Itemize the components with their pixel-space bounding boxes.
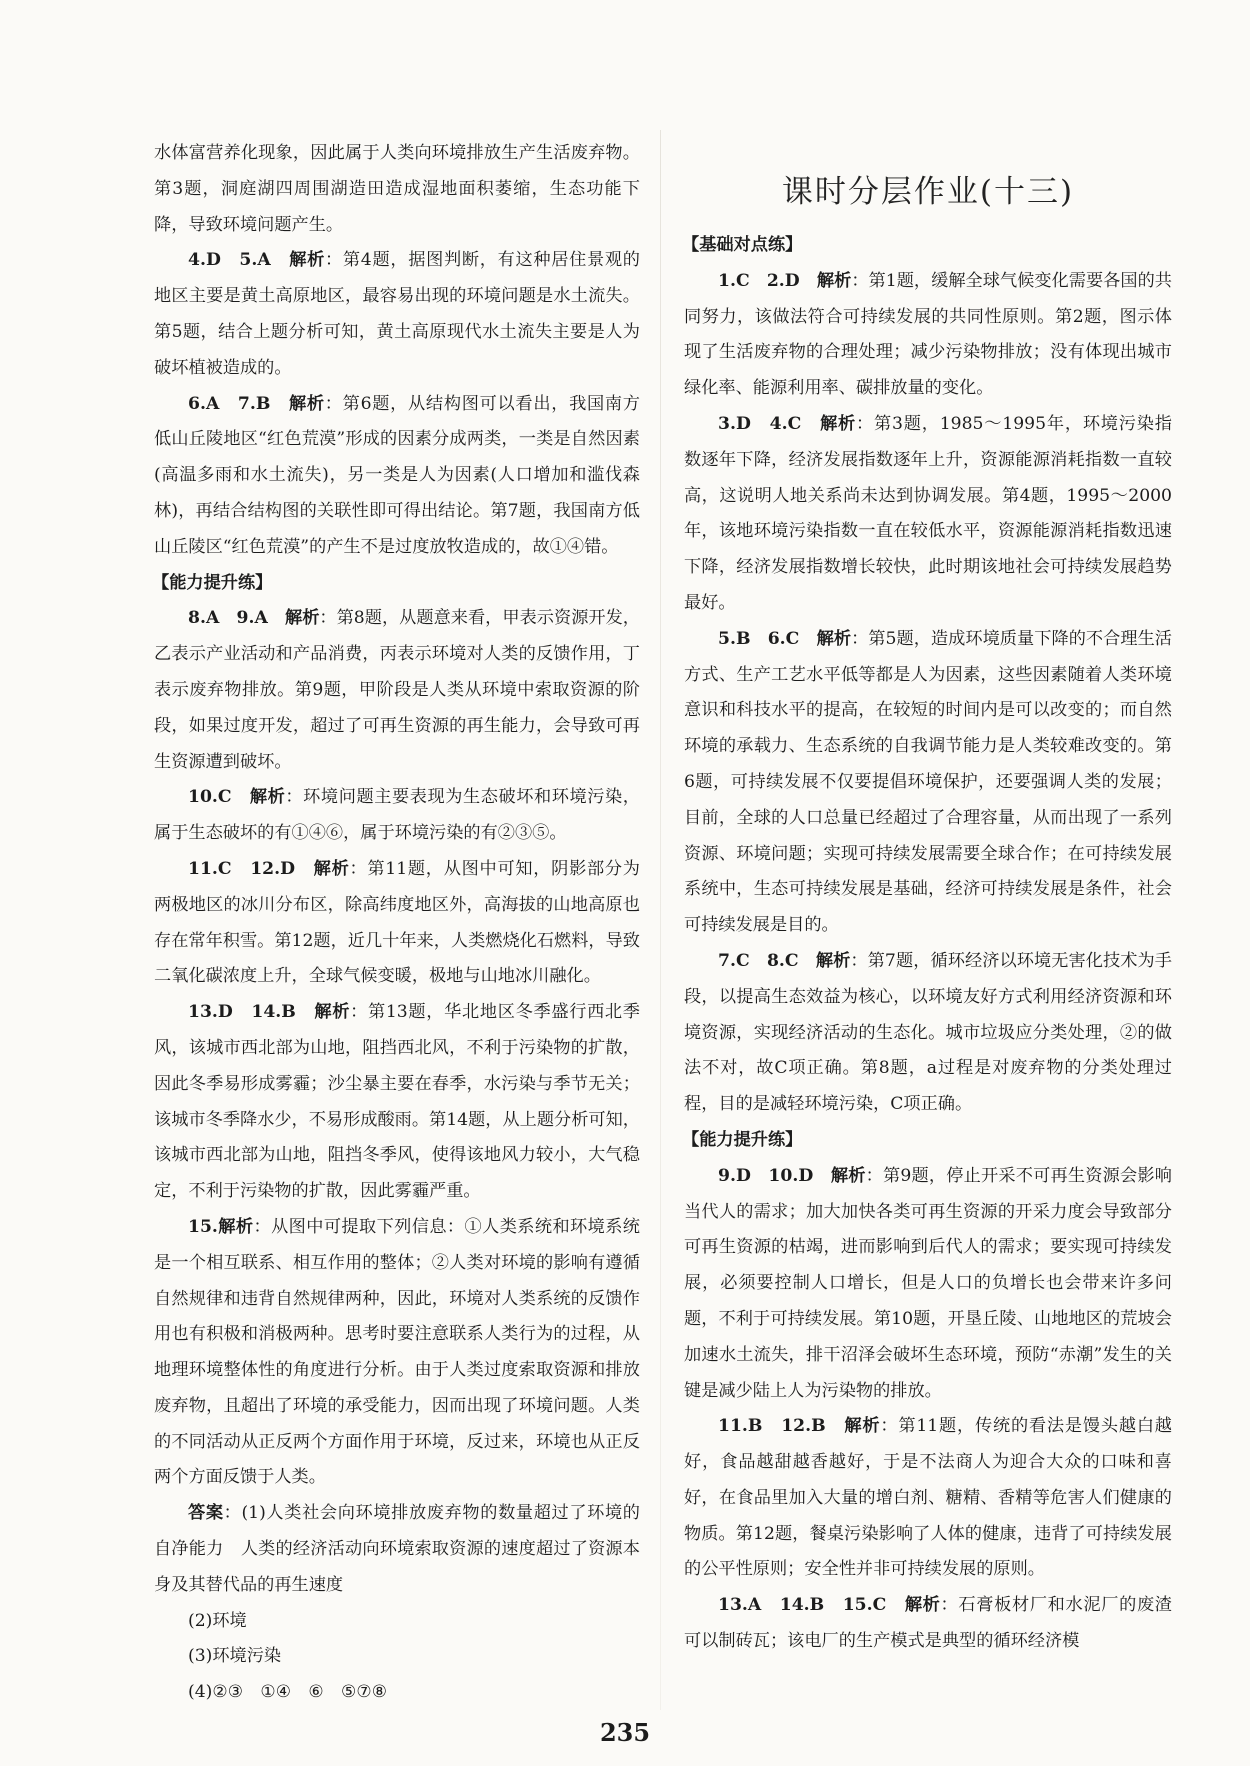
answer-paragraph — [154, 1210, 640, 1496]
analysis-label: 解析 — [249, 787, 286, 808]
analysis-label: 解析 — [820, 413, 857, 434]
answer-key: 7.C 8.C — [718, 950, 816, 971]
analysis-label: 解析 — [830, 1165, 866, 1186]
answer-paragraph — [154, 780, 640, 852]
answer-key: 3.D 4.C — [718, 413, 821, 434]
analysis-text: ：第1题，缓解全球气候变化需要各国的共同努力，该做法符合可持续发展的共同性原则。第2题，图示体现了生活废弃物的合理处理；减少污染物排放；没有体现出城市绿化率、能源利用率、碳排放量的变化。 — [684, 270, 1172, 399]
answer-item: (3)环境污染 — [188, 1646, 282, 1667]
analysis-text: ：第4题，据图判断，有这种居住景观的地区主要是黄土高原地区，最容易出现的环境问题是水土流失。第5题，结合上题分析可知，黄土高原现代水土流失主要是人为破坏植被造成的。 — [154, 250, 640, 378]
column-gutter — [660, 130, 661, 1710]
analysis-label: 解析 — [285, 608, 320, 629]
paragraph: 水体富营养化现象，因此属于人类向环境排放生产生活废弃物。第3题，洞庭湖四周围湖造田造成湿地面积萎缩，生态功能下降，导致环境问题产生。 — [154, 143, 640, 235]
answer-key: 4.D 5.A — [188, 250, 290, 271]
answer-label: 答案 — [188, 1503, 224, 1524]
answer-key: 15. — [188, 1216, 218, 1237]
analysis-label: 解析 — [314, 1002, 351, 1023]
answer-key: 1.C 2.D — [718, 270, 817, 291]
answer-paragraph — [684, 1159, 1172, 1410]
answer-key: 13.D 14.B — [188, 1002, 315, 1023]
left-column — [154, 136, 640, 1711]
answer-key: 13.A 14.B 15.C — [718, 1595, 905, 1616]
page-number: 235 — [599, 1718, 651, 1747]
answer-paragraph — [684, 264, 1172, 407]
answer-key: 10.C — [188, 787, 250, 808]
answer-key: 9.D 10.D — [718, 1165, 831, 1186]
answer-key: 8.A 9.A — [188, 608, 285, 629]
right-column — [684, 162, 1172, 1660]
analysis-label: 解析 — [289, 250, 326, 271]
analysis-label: 解析 — [816, 270, 852, 291]
answer-paragraph — [684, 407, 1172, 622]
answer-paragraph — [154, 852, 640, 995]
analysis-text: ：第3题，1985～1995年，环境污染指数逐年下降，经济发展指数逐年上升，资源能源消耗指数一直较高，这说明人地关系尚未达到协调发展。第4题，1995～2000年，该地环境污染指数一直在较低水平，资源能源消耗指数迅速下降，经济发展指数增长较快，此时期该地社会可持续发展趋势最好。 — [684, 413, 1172, 613]
answer-paragraph — [684, 1588, 1172, 1660]
answer-item: (2)环境 — [188, 1610, 247, 1631]
analysis-text: ：第11题，传统的看法是馒头越白越好，食品越甜越香越好，于是不法商人为迎合大众的口味和喜好，在食品里加入大量的增白剂、糖精、香精等危害人们健康的物质。第12题，餐桌污染影响了人体的健康，违背了可持续发展的公平性原则；安全性并非可持续发展的原则。 — [684, 1416, 1172, 1580]
answer-key: 6.A 7.B — [188, 393, 289, 414]
section-heading: 【 基础对点练 】 — [682, 228, 1172, 264]
analysis-text: ：第9题，停止开采不可再生资源会影响当代人的需求；加大加快各类可再生资源的开采力度会导致部分可再生资源的枯竭，进而影响到后代人的需求；要实现可持续发展，必须要控制人口增长，但是人口的负增长也会带来许多问题，不利于可持续发展。第10题，开垦丘陵、山地地区的荒坡会加速水土流失，排干沼泽会破坏生态环境，预防“赤潮”发生的关键是减少陆上人为污染物的排放。 — [684, 1165, 1172, 1401]
analysis-text: ：石膏板材厂和水泥厂的废渣可以制砖瓦；该电厂的生产模式是典型的循环经济模 — [684, 1595, 1172, 1652]
answer-paragraph — [154, 601, 640, 780]
answer-key: 11.B 12.B — [718, 1416, 845, 1437]
analysis-text: ：第6题，从结构图可以看出，我国南方低山丘陵地区“红色荒漠”形成的因素分成两类，一类是自然因素(高温多雨和水土流失)，另一类是人为因素(人口增加和滥伐森林)，再结合结构图的关联性即可得出结论。第7题，我国南方低山丘陵区“红色荒漠”的产生不是过度放牧造成的，故①④错。 — [154, 393, 640, 557]
final-answer — [154, 1496, 640, 1603]
analysis-label: 解析 — [816, 628, 852, 649]
section-heading: 【 能力提升练 】 — [152, 566, 640, 602]
analysis-text: ：第13题，华北地区冬季盛行西北季风，该城市西北部为山地，阻挡西北风，不利于污染物的扩散，因此冬季易形成雾霾；沙尘暴主要在春季，水污染与季节无关；该城市冬季降水少，不易形成酸雨。第14题，从上题分析可知，该城市西北部为山地，阻挡冬季风，使得该地风力较小，大气稳定，不利于污染物的扩散，因此雾霾严重。 — [154, 1002, 640, 1202]
answer-key: 11.C 12.D — [188, 858, 314, 879]
analysis-label: 解析 — [217, 1216, 254, 1237]
analysis-text: ：从图中可提取下列信息：①人类系统和环境系统是一个相互联系、相互作用的整体；②人类对环境的影响有遵循自然规律和违背自然规律两种，因此，环境对人类系统的反馈作用也有积极和消极两种。思考时要注意联系人类行为的过程，从地理环境整体性的角度进行分析。由于人类过度索取资源和排放废弃物，且超出了环境的承受能力，因而出现了环境问题。人类的不同活动从正反两个方面作用于环境，反过来，环境也从正反两个方面反馈于人类。 — [154, 1216, 640, 1488]
analysis-label: 解析 — [288, 393, 325, 414]
answer-key: 5.B 6.C — [718, 628, 817, 649]
answer-paragraph — [684, 944, 1172, 1123]
section-heading: 【 能力提升练 】 — [682, 1123, 1172, 1159]
analysis-label: 解析 — [904, 1595, 941, 1616]
answer-paragraph — [154, 243, 640, 386]
analysis-text: ：第7题，循环经济以环境无害化技术为手段，以提高生态效益为核心，以环境友好方式利用经济资源和环境资源，实现经济活动的生态化。城市垃圾应分类处理，②的做法不对，故C项正确。第8题，a过程是对废弃物的分类处理过程，目的是减轻环境污染，C项正确。 — [684, 950, 1172, 1115]
answer-item: (4)②③ ①④ ⑥ ⑤⑦⑧ — [188, 1682, 388, 1703]
analysis-label: 解析 — [313, 858, 350, 879]
answer-paragraph — [154, 387, 640, 566]
analysis-text: ：第11题，从图中可知，阴影部分为两极地区的冰川分布区，除高纬度地区外，高海拔的山地高原也存在常年积雪。第12题，近几十年来，人类燃烧化石燃料，导致二氧化碳浓度上升，全球气候变暖，极地与山地冰川融化。 — [154, 858, 640, 987]
answer-paragraph — [154, 995, 640, 1210]
page-title: 课时分层作业(十三) — [781, 174, 1075, 210]
answer-text: ：(1)人类社会向环境排放废弃物的数量超过了环境的自净能力 人类的经济活动向环境索取资源的速度超过了资源本身及其替代品的再生速度 — [154, 1503, 640, 1595]
analysis-text: ：第5题，造成环境质量下降的不合理生活方式、生产工艺水平低等都是人为因素，这些因素随着人类环境意识和科技水平的提高，在较短的时间内是可以改变的；而自然环境的承载力、生态系统的自我调节能力是人类较难改变的。第6题，可持续发展不仅要提倡环境保护，还要强调人类的发展；目前，全球的人口总量已经超过了合理容量，从而出现了一系列资源、环境问题；实现可持续发展需要全球合作；在可持续发展系统中，生态可持续发展是基础，经济可持续发展是条件，社会可持续发展是目的。 — [684, 628, 1172, 936]
analysis-label: 解析 — [844, 1416, 881, 1437]
analysis-text: ：环境问题主要表现为生态破坏和环境污染，属于生态破坏的有①④⑥，属于环境污染的有②③⑤。 — [154, 787, 640, 844]
analysis-label: 解析 — [815, 950, 851, 971]
analysis-text: ：第8题，从题意来看，甲表示资源开发，乙表示产业活动和产品消费，丙表示环境对人类的反馈作用，丁表示废弃物排放。第9题，甲阶段是人类从环境中索取资源的阶段，如果过度开发，超过了可再生资源的再生能力，会导致可再生资源遭到破坏。 — [154, 608, 640, 772]
answer-paragraph — [684, 622, 1172, 944]
answer-paragraph — [684, 1409, 1172, 1588]
